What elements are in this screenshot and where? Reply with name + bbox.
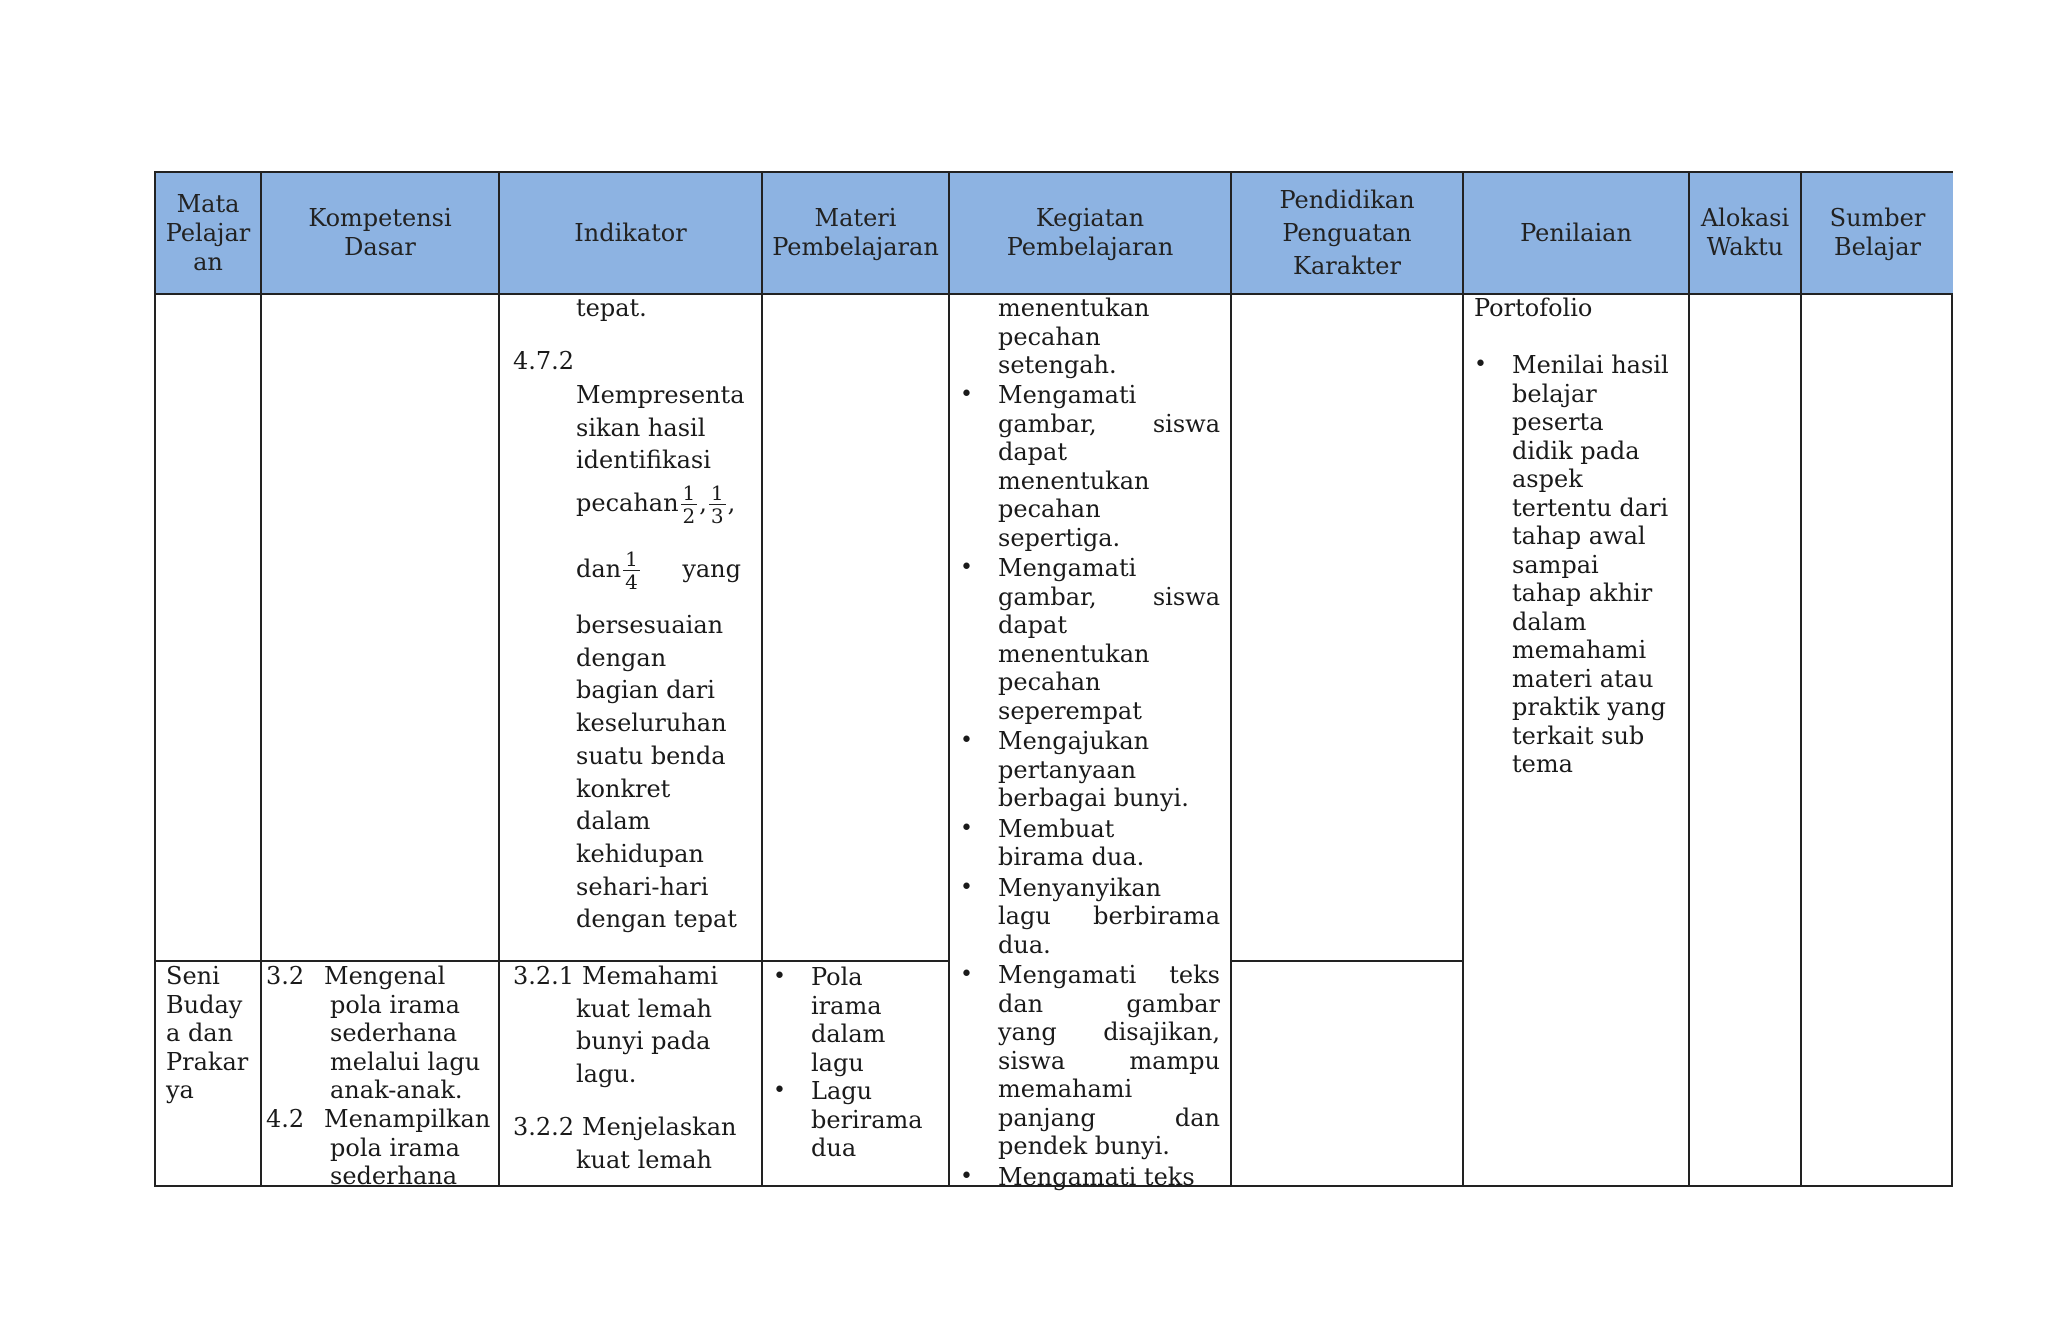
list-item: • Menyanyikan lagu berbirama dua. (952, 874, 1220, 960)
indikator-3-2-1-number: 3.2.1 (513, 962, 575, 990)
column-divider (1462, 173, 1464, 1185)
lesson-plan-table (154, 171, 1953, 1191)
header-pendidikan-penguatan-karakter: Pendidikan Penguatan Karakter (1232, 173, 1462, 293)
row-divider (1230, 960, 1462, 962)
indikator-3-2-2-number: 3.2.2 (513, 1113, 575, 1141)
list-item: • Mengamati gambar, siswa dapat menentukan pecahan seperempat (952, 554, 1220, 725)
kd-4-2-text: Menampilkan pola irama sederhana (324, 1105, 491, 1190)
indikator-fraction-line-2: dan $\frac{1}{4}$ yang (576, 547, 741, 594)
kd-3-2-number: 3.2 (266, 962, 305, 990)
fraction-quarter: $\frac{1}{4}$ (625, 547, 638, 594)
header-kompetensi-dasar: Kompetensi Dasar (262, 173, 498, 293)
header-sumber-belajar: Sumber Belajar (1802, 173, 1953, 293)
list-item: • Mengamati teks (952, 1163, 1220, 1192)
header-penilaian: Penilaian (1464, 173, 1688, 293)
header-mata-pelajaran: Mata Pelajar an (156, 173, 260, 293)
kegiatan-continuation: menentukan pecahan setengah. (998, 294, 1150, 379)
materi-list (765, 963, 945, 1165)
header-materi-pembelajaran: Materi Pembelajaran (763, 173, 948, 293)
column-divider (1800, 173, 1802, 1185)
column-divider (1230, 173, 1232, 1185)
header-alokasi-waktu: Alokasi Waktu (1690, 173, 1800, 293)
indikator-text-b: bersesuaian dengan bagian dari keseluruhan suatu benda konkret dalam kehidupan sehari-hari dengan tepat (576, 611, 737, 934)
column-divider (761, 173, 763, 1185)
kd-4-2-number: 4.2 (266, 1105, 305, 1133)
penilaian-list (1466, 351, 1686, 781)
list-item: • Pola irama dalam lagu (765, 963, 945, 1077)
column-divider (1688, 173, 1690, 1185)
penilaian-title: Portofolio (1474, 294, 1593, 322)
indikator-number: 4.7.2 (513, 347, 575, 375)
list-item: • Membuat birama dua. (952, 815, 1220, 872)
list-item: • Mengamati gambar, siswa dapat menentukan pecahan sepertiga. (952, 381, 1220, 552)
list-item: • Menilai hasil belajar peserta didik pada aspek tertentu dari tahap awal sampai tahap akhir dalam memahami materi atau praktik yang terkait sub tema (1466, 351, 1686, 779)
column-divider (260, 173, 262, 1185)
list-item: • Mengamati teks dan gambar yang disajikan, siswa mampu memahami panjang dan pendek bunyi. (952, 961, 1220, 1161)
indikator-text-a: Mempresenta sikan hasil identifikasi (576, 381, 745, 474)
indikator-fraction-line-1: pecahan $\frac{1}{2}$ , $\frac{1}{3}$ , (576, 481, 736, 528)
fraction-half: $\frac{1}{2}$ (682, 481, 696, 528)
kd-3-2-text: Mengenal pola irama sederhana melalui lagu anak-anak. (324, 962, 481, 1104)
list-item: • Lagu berirama dua (765, 1077, 945, 1163)
header-indikator: Indikator (500, 173, 761, 293)
mata-pelajaran-seni-budaya: Seni Buday a dan Prakar ya (166, 962, 249, 1104)
indikator-continuation: tepat. (576, 294, 647, 322)
header-kegiatan-pembelajaran: Kegiatan Pembelajaran (950, 173, 1230, 293)
column-divider (948, 173, 950, 1185)
indikator-3-2-2-text: Menjelaskan kuat lemah (576, 1113, 737, 1174)
kegiatan-list (952, 381, 1220, 1193)
fraction-third: $\frac{1}{3}$ (710, 481, 724, 528)
indikator-3-2-1-text: Memahami kuat lemah bunyi pada lagu. (576, 962, 719, 1088)
column-divider (498, 173, 500, 1185)
list-item: • Mengajukan pertanyaan berbagai bunyi. (952, 727, 1220, 813)
